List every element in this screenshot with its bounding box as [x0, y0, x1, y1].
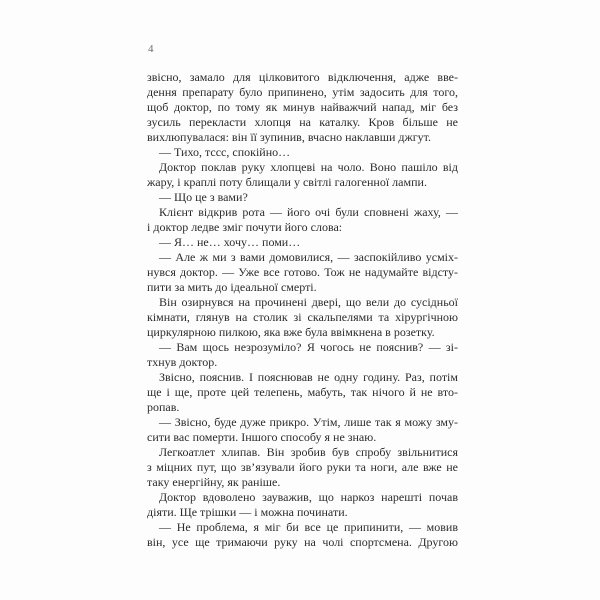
text-line: нувся доктор. — Уже все готово. Тож не надумайте відсту-	[147, 265, 458, 279]
text-line: — Що це з вами?	[159, 190, 248, 204]
text-line: ропав.	[147, 400, 180, 414]
text-line: Звісно, пояснив. І пояснював не одну годину. Раз, потім	[159, 370, 458, 384]
paragraph	[147, 445, 458, 490]
paragraph	[147, 70, 458, 145]
text-block	[147, 70, 458, 550]
text-line: діяти. Ще трішки — і можна починати.	[147, 505, 348, 519]
text-line: Він озирнувся на прочинені двері, що вели до сусідньої	[159, 295, 458, 309]
text-line: кімнати, глянув на столик зі скальпелями та хірургічною	[147, 310, 458, 324]
paragraph	[147, 190, 458, 205]
text-line: Легкоатлет хлипав. Він зробив був спробу звільнитися	[159, 445, 458, 459]
paragraph	[147, 250, 458, 295]
text-line: таку енергійну, як раніше.	[147, 475, 281, 489]
text-line: пити за мить до ідеальної смерті.	[147, 280, 317, 294]
text-line: з міцних пут, що зв’язували його руки та ноги, але вже не	[147, 460, 458, 474]
text-line: вихлюпувалася: він її зупинив, вчасно наклавши джгут.	[147, 130, 432, 144]
text-line: — Звісно, буде дуже прикро. Утім, лише так я можу зму-	[159, 415, 458, 429]
text-line: ще і ще, проте цей телепень, мабуть, так нічого й не вто-	[147, 385, 458, 399]
page-number: 4	[148, 43, 154, 55]
paragraph	[147, 340, 458, 370]
text-line: — Не проблема, я міг би все це припинити, — мовив	[159, 520, 458, 534]
text-line: жару, і краплі поту блищали у світлі галогенної лампи.	[147, 175, 427, 189]
text-line: — Я… не… хочу… поми…	[159, 235, 301, 249]
paragraph	[147, 370, 458, 415]
paragraph	[147, 160, 458, 190]
text-line: — Але ж ми з вами домовилися, — заспокійливо усміх-	[159, 250, 458, 264]
text-line: він, усе ще тримаючи руку на чолі спортсмена. Другою	[147, 535, 458, 549]
paragraph	[147, 520, 458, 550]
paragraph	[147, 295, 458, 340]
text-line: — Вам щось незрозуміло? Я чогось не пояснив? — зі-	[159, 340, 458, 354]
text-line: циркулярною пилкою, яка вже була ввімкнена в розетку.	[147, 325, 435, 339]
text-line: Клієнт відкрив рота — його очі були сповнені жаху, —	[159, 205, 458, 219]
text-line: дення препарату було припинено, утім задосить для того,	[147, 85, 458, 99]
text-line: тхнув доктор.	[147, 355, 218, 369]
text-line: і доктор ледве зміг почути його слова:	[147, 220, 343, 234]
text-line: Доктор вдоволено зауважив, що наркоз нарешті почав	[159, 490, 458, 504]
text-line: звісно, замало для цілковитого відключення, адже вве-	[147, 70, 458, 84]
paragraph	[147, 235, 458, 250]
text-line: зусиль перекласти хлопця на каталку. Кров більше не	[147, 115, 458, 129]
paragraph	[147, 415, 458, 445]
paragraph	[147, 490, 458, 520]
text-line: щоб доктор, по тому як минув найважчий напад, міг без	[147, 100, 458, 114]
text-line: сити вас померти. Іншого способу я не знаю.	[147, 430, 377, 444]
paragraph	[147, 205, 458, 235]
text-line: Доктор поклав руку хлопцеві на чоло. Воно пашіло від	[159, 160, 458, 174]
text-line: — Тихо, тссс, спокійно…	[159, 145, 291, 159]
paragraph	[147, 145, 458, 160]
